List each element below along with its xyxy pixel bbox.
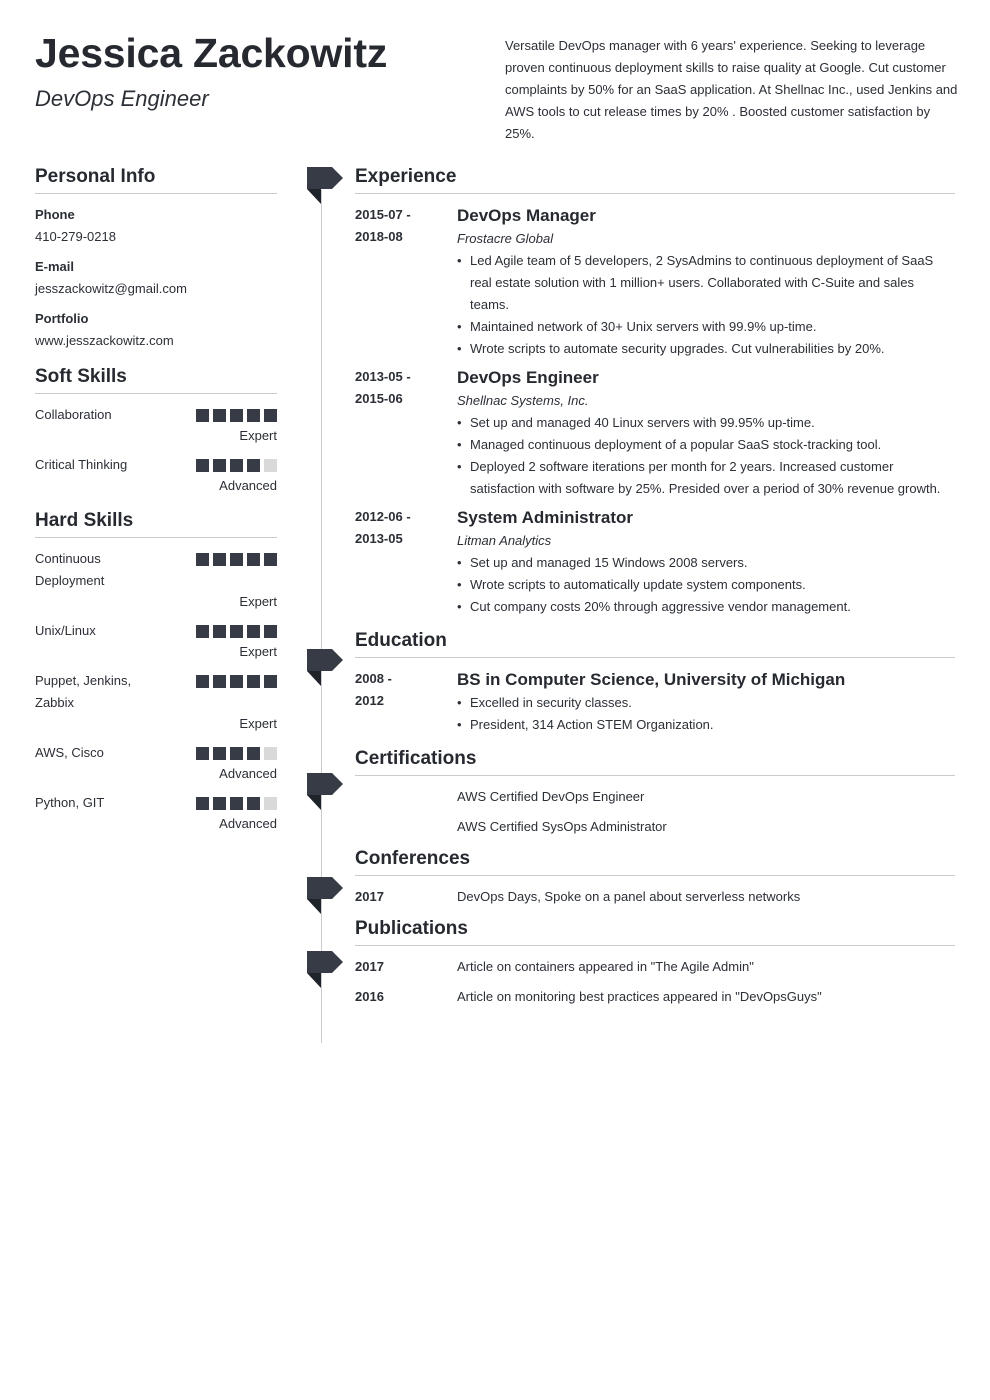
experience-entry <box>355 204 955 360</box>
phone-label: Phone <box>35 207 75 222</box>
rating-filled-square-icon <box>247 625 260 638</box>
entry-body <box>457 506 955 618</box>
skill-row <box>35 742 277 764</box>
rating-filled-square-icon <box>230 747 243 760</box>
rating-filled-square-icon <box>247 459 260 472</box>
education-entry <box>355 668 955 736</box>
experience-entry <box>355 366 955 500</box>
rating-filled-square-icon <box>230 459 243 472</box>
skill-item <box>35 620 277 662</box>
certifications-heading: Certifications <box>355 748 955 776</box>
rating-filled-square-icon <box>247 797 260 810</box>
certification-item: AWS Certified SysOps Administrator <box>457 819 667 834</box>
skill-item <box>35 670 277 734</box>
item-year: 2017 <box>355 959 384 974</box>
rating-filled-square-icon <box>196 459 209 472</box>
entry-body <box>457 204 955 360</box>
rating-filled-square-icon <box>196 797 209 810</box>
conferences-heading: Conferences <box>355 848 955 876</box>
rating-filled-square-icon <box>247 409 260 422</box>
conferences-section <box>355 848 955 908</box>
rating-filled-square-icon <box>247 553 260 566</box>
portfolio-label: Portfolio <box>35 311 89 326</box>
rating-filled-square-icon <box>230 625 243 638</box>
entry-body <box>457 366 955 500</box>
conferences-flag-icon <box>307 877 344 914</box>
rating-empty-square-icon <box>264 459 277 472</box>
rating-filled-square-icon <box>196 553 209 566</box>
skill-level: Advanced <box>219 478 277 493</box>
hard-skills-list <box>35 548 277 834</box>
entry-title: DevOps Manager <box>457 206 596 225</box>
bullet-item: • Set up and managed 15 Windows 2008 servers. <box>457 552 955 574</box>
bullet-item: • Wrote scripts to automate security upgrades. Cut vulnerabilities by 20%. <box>457 338 955 360</box>
date-end: 2018-08 <box>355 229 403 244</box>
skill-item <box>35 454 277 496</box>
skill-name: Continuous Deployment <box>35 551 105 588</box>
experience-section <box>355 166 955 618</box>
skill-row <box>35 548 277 592</box>
rating-filled-square-icon <box>213 409 226 422</box>
entry-date <box>355 506 457 618</box>
item-text: Article on containers appeared in "The Agile Admin" <box>457 959 754 974</box>
date-end: 2013-05 <box>355 531 403 546</box>
skill-rating <box>196 797 277 810</box>
rating-filled-square-icon <box>213 625 226 638</box>
rating-filled-square-icon <box>213 459 226 472</box>
education-flag-icon <box>307 649 344 686</box>
entry-company: Litman Analytics <box>457 533 552 548</box>
bullet-item: • Led Agile team of 5 developers, 2 SysAdmins to continuous deployment of SaaS real estate solution with 1 million+ users. Collaborated with C-Suite and sales teams. <box>457 250 955 316</box>
rating-filled-square-icon <box>264 625 277 638</box>
soft-skills-heading: Soft Skills <box>35 366 277 394</box>
left-column <box>35 166 277 842</box>
date-start: 2008 - <box>355 671 392 686</box>
resume-role: DevOps Engineer <box>35 86 209 111</box>
email-label: E-mail <box>35 259 75 274</box>
skill-level: Expert <box>239 428 277 443</box>
entry-bullets <box>457 412 955 500</box>
entry-title: DevOps Engineer <box>457 368 599 387</box>
resume-name: Jessica Zackowitz <box>35 30 388 76</box>
skill-rating <box>196 459 277 472</box>
rating-empty-square-icon <box>264 747 277 760</box>
rating-filled-square-icon <box>230 675 243 688</box>
skill-rating <box>196 553 277 566</box>
skill-rating <box>196 747 277 760</box>
publications-item <box>355 956 955 978</box>
experience-entry <box>355 506 955 618</box>
skill-name: Unix/Linux <box>35 623 96 638</box>
publications-heading: Publications <box>355 918 955 946</box>
skill-level: Expert <box>239 716 277 731</box>
skill-row <box>35 454 277 476</box>
rating-filled-square-icon <box>264 553 277 566</box>
date-end: 2015-06 <box>355 391 403 406</box>
rating-filled-square-icon <box>264 409 277 422</box>
personal-info-list <box>35 204 277 352</box>
publications-item <box>355 986 955 1008</box>
skill-name: Puppet, Jenkins, Zabbix <box>35 673 132 710</box>
soft-skills-list <box>35 404 277 496</box>
entry-title: BS in Computer Science, University of Michigan <box>457 670 846 689</box>
entry-date <box>355 668 457 736</box>
education-heading: Education <box>355 630 955 658</box>
bullet-item: • President, 314 Action STEM Organization. <box>457 714 955 736</box>
skill-level: Expert <box>239 644 277 659</box>
date-start: 2015-07 - <box>355 207 411 222</box>
skill-name: AWS, Cisco <box>35 745 104 760</box>
email-value: jesszackowitz@gmail.com <box>35 281 187 296</box>
bullet-item: • Wrote scripts to automatically update system components. <box>457 574 955 596</box>
skill-item <box>35 742 277 784</box>
rating-filled-square-icon <box>196 409 209 422</box>
bullet-item: • Cut company costs 20% through aggressive vendor management. <box>457 596 955 618</box>
rating-filled-square-icon <box>196 747 209 760</box>
rating-filled-square-icon <box>247 747 260 760</box>
skill-item <box>35 404 277 446</box>
rating-filled-square-icon <box>213 797 226 810</box>
entry-date <box>355 204 457 360</box>
skill-rating <box>196 409 277 422</box>
skill-level: Advanced <box>219 766 277 781</box>
skill-item <box>35 548 277 612</box>
skill-row <box>35 670 277 714</box>
rating-filled-square-icon <box>196 625 209 638</box>
entry-company: Frostacre Global <box>457 231 554 246</box>
date-start: 2012-06 - <box>355 509 411 524</box>
skill-rating <box>196 625 277 638</box>
entry-body <box>457 668 955 736</box>
experience-heading: Experience <box>355 166 955 194</box>
rating-filled-square-icon <box>247 675 260 688</box>
entry-bullets <box>457 250 955 360</box>
entry-company: Shellnac Systems, Inc. <box>457 393 589 408</box>
skill-rating <box>196 675 277 688</box>
personal-info-heading: Personal Info <box>35 166 277 194</box>
bullet-item: • Maintained network of 30+ Unix servers with 99.9% up-time. <box>457 316 955 338</box>
item-text: Article on monitoring best practices appeared in "DevOpsGuys" <box>457 989 822 1004</box>
entry-bullets <box>457 552 955 618</box>
conferences-item <box>355 886 955 908</box>
bullet-item: • Deployed 2 software iterations per month for 2 years. Increased customer satisfaction with software by 25%. Presided over a period of 30% revenue growth. <box>457 456 955 500</box>
certifications-section <box>355 748 955 838</box>
rating-filled-square-icon <box>213 553 226 566</box>
hard-skills-heading: Hard Skills <box>35 510 277 538</box>
rating-filled-square-icon <box>264 675 277 688</box>
rating-filled-square-icon <box>213 675 226 688</box>
entry-title: System Administrator <box>457 508 634 527</box>
phone-value: 410-279-0218 <box>35 229 116 244</box>
entry-bullets <box>457 692 955 736</box>
publications-flag-icon <box>307 951 344 988</box>
skill-level: Advanced <box>219 816 277 831</box>
skill-name: Python, GIT <box>35 795 105 810</box>
rating-empty-square-icon <box>264 797 277 810</box>
date-start: 2013-05 - <box>355 369 411 384</box>
rating-filled-square-icon <box>230 409 243 422</box>
rating-filled-square-icon <box>213 747 226 760</box>
skill-name: Collaboration <box>35 407 112 422</box>
date-end: 2012 <box>355 693 384 708</box>
resume-summary: Versatile DevOps manager with 6 years' experience. Seeking to leverage proven continuous deployment skills to raise quality at Google. Cut customer complaints by 50% for an SaaS application. At Shellnac Inc., used Jenkins and AWS tools to cut release times by 20% . Boosted customer satisfaction by 25%. <box>505 38 958 141</box>
education-section <box>355 630 955 736</box>
skill-level: Expert <box>239 594 277 609</box>
bullet-item: • Excelled in security classes. <box>457 692 955 714</box>
skill-row <box>35 792 277 814</box>
publications-section <box>355 918 955 1008</box>
timeline-line <box>321 190 322 1043</box>
experience-flag-icon <box>307 167 344 204</box>
skill-row <box>35 404 277 426</box>
portfolio-value: www.jesszackowitz.com <box>35 333 174 348</box>
right-column <box>355 166 955 1020</box>
entry-date <box>355 366 457 500</box>
skill-name: Critical Thinking <box>35 457 128 472</box>
item-text: DevOps Days, Spoke on a panel about serverless networks <box>457 889 801 904</box>
item-year: 2017 <box>355 889 384 904</box>
skill-item <box>35 792 277 834</box>
rating-filled-square-icon <box>230 797 243 810</box>
skill-row <box>35 620 277 642</box>
bullet-item: • Set up and managed 40 Linux servers with 99.95% up-time. <box>457 412 955 434</box>
certifications-flag-icon <box>307 773 344 810</box>
rating-filled-square-icon <box>230 553 243 566</box>
rating-filled-square-icon <box>196 675 209 688</box>
certification-item: AWS Certified DevOps Engineer <box>457 789 645 804</box>
item-year: 2016 <box>355 989 384 1004</box>
bullet-item: • Managed continuous deployment of a popular SaaS stock-tracking tool. <box>457 434 955 456</box>
